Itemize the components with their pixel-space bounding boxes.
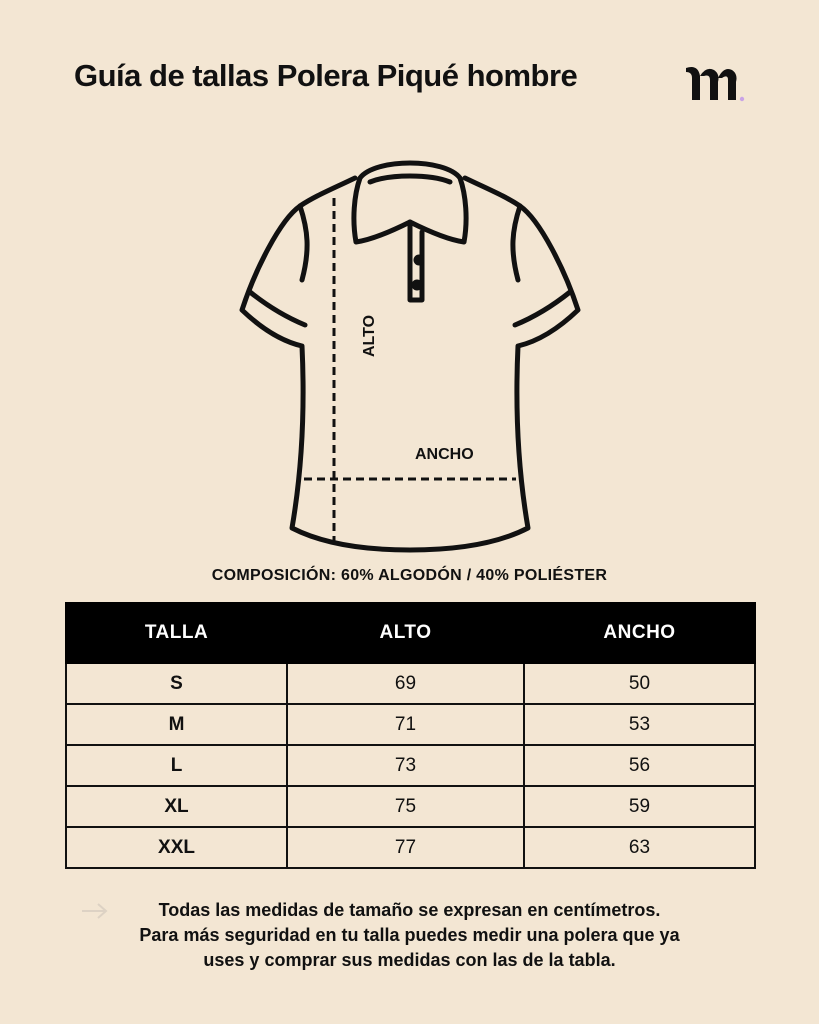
brand-logo-icon [684, 62, 748, 106]
alto-cell: 73 [287, 745, 524, 786]
logo-accent-dot [740, 97, 744, 101]
note-line: Para más seguridad en tu talla puedes medir una polera que ya [139, 925, 680, 945]
note-line: uses y comprar sus medidas con las de la tabla. [203, 950, 616, 970]
ancho-cell: 63 [524, 827, 755, 868]
button-dot [414, 255, 425, 266]
alto-cell: 69 [287, 663, 524, 704]
column-header-talla: TALLA [66, 603, 287, 663]
ancho-cell: 53 [524, 704, 755, 745]
size-cell: L [66, 745, 287, 786]
ancho-cell: 59 [524, 786, 755, 827]
alto-cell: 75 [287, 786, 524, 827]
size-table [65, 602, 756, 869]
size-cell: S [66, 663, 287, 704]
composition-text: COMPOSICIÓN: 60% ALGODÓN / 40% POLIÉSTER [211, 567, 608, 584]
polo-shirt-diagram [230, 150, 590, 560]
column-header-ancho: ANCHO [524, 603, 755, 663]
note-line: Todas las medidas de tamaño se expresan en centímetros. [158, 900, 661, 920]
measurement-note [0, 898, 819, 973]
table-row [66, 704, 755, 745]
size-cell: XXL [66, 827, 287, 868]
table-row [66, 745, 755, 786]
table-row [66, 663, 755, 704]
button-dot [412, 280, 423, 291]
table-header-row [66, 603, 755, 663]
size-cell: M [66, 704, 287, 745]
page-title: Guía de tallas Polera Piqué hombre [74, 58, 578, 93]
alto-cell: 71 [287, 704, 524, 745]
table-row [66, 786, 755, 827]
size-cell: XL [66, 786, 287, 827]
alto-label: ALTO [361, 314, 378, 357]
column-header-alto: ALTO [287, 603, 524, 663]
ancho-label: ANCHO [415, 446, 474, 463]
ancho-cell: 56 [524, 745, 755, 786]
table-row [66, 827, 755, 868]
alto-cell: 77 [287, 827, 524, 868]
ancho-cell: 50 [524, 663, 755, 704]
